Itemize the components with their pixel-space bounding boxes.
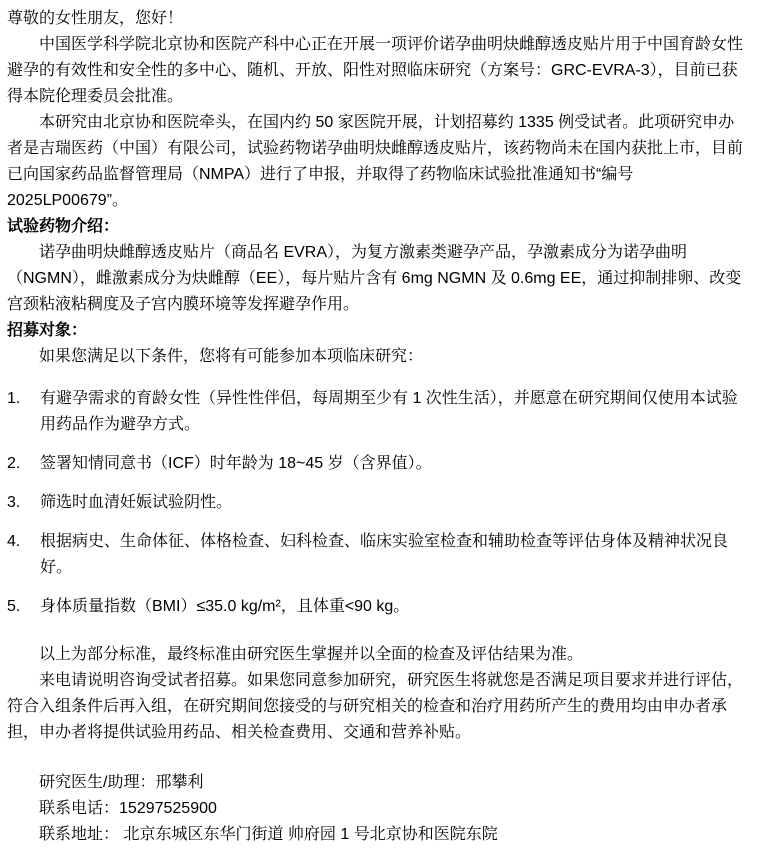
recruit-lead: 如果您满足以下条件，您将有可能参加本项临床研究： <box>39 348 424 365</box>
criteria-text: 身体质量指数（BMI）≤35.0 kg/m²，且体重<90 kg。 <box>40 598 410 615</box>
criteria-text: 根据病史、生命体征、体格检查、妇科检查、临床实验室检查和辅助检查等评估身体及精神状况良好。 <box>40 533 729 576</box>
contact-address-label: 联系地址： <box>39 826 124 843</box>
criteria-item-1 <box>7 386 743 438</box>
intro-paragraph-2: 本研究由北京协和医院牵头，在国内约 50 家医院开展，计划招募约 1335 例受试者。此项研究申办者是吉瑞医药（中国）有限公司，试验药物诺孕曲明炔雌醇透皮贴片，该药物尚未在国内获批上市，目前已向国家药品监督管理局（NMPA）进行了申报，并取得了药物临床试验批准通知书“编号 2025LP00679”。 <box>7 114 744 209</box>
closing-paragraph-2: 来电请说明咨询受试者招募。如果您同意参加研究，研究医生将就您是否满足项目要求并进行评估，符合入组条件后再入组，在研究期间您接受的与研究相关的检查和治疗用药所产生的费用均由申办者承担，申办者将提供试验用药品、相关检查费用、交通和营养补贴。 <box>7 672 744 741</box>
contact-block <box>7 770 743 848</box>
criteria-item-4 <box>7 529 743 581</box>
criteria-text: 签署知情同意书（ICF）时年龄为 18~45 岁（含界值）。 <box>40 455 432 472</box>
drug-section-body: 诺孕曲明炔雌醇透皮贴片（商品名 EVRA），为复方激素类避孕产品，孕激素成分为诺孕曲明（NGMN），雌激素成分为炔雌醇（EE），每片贴片含有 6mg NGMN 及 0.6mg EE，通过抑制排卵、改变宫颈粘液粘稠度及子宫内膜环境等发挥避孕作用。 <box>7 244 742 313</box>
contact-doctor-line <box>7 770 743 796</box>
criteria-text: 筛选时血清妊娠试验阴性。 <box>40 494 233 511</box>
criteria-text: 有避孕需求的育龄女性（异性性伴侣，每周期至少有 1 次性生活），并愿意在研究期间仅使用本试验用药品作为避孕方式。 <box>40 390 738 433</box>
contact-address-line <box>7 822 743 848</box>
contact-phone-line <box>7 796 743 822</box>
criteria-item-2 <box>7 451 743 477</box>
criteria-number: 2. <box>7 455 21 472</box>
intro-paragraph-1: 中国医学科学院北京协和医院产科中心正在开展一项评价诺孕曲明炔雌醇透皮贴片用于中国育龄女性避孕的有效性和安全性的多中心、随机、开放、阳性对照临床研究（方案号：GRC-EVRA-3），目前已获得本院伦理委员会批准。 <box>7 36 744 105</box>
criteria-item-5 <box>7 594 743 620</box>
drug-section-heading: 试验药物介绍： <box>7 218 120 235</box>
greeting-line: 尊敬的女性朋友，您好！ <box>7 10 184 27</box>
criteria-number: 3. <box>7 494 21 511</box>
contact-phone-label: 联系电话： <box>39 800 120 817</box>
contact-doctor-name: 邢攀利 <box>155 774 204 791</box>
recruit-section-heading: 招募对象： <box>7 322 88 339</box>
criteria-number: 1. <box>7 390 21 407</box>
closing-paragraph-1: 以上为部分标准，最终标准由研究医生掌握并以全面的检查及评估结果为准。 <box>39 646 584 663</box>
criteria-item-3 <box>7 490 743 516</box>
criteria-number: 5. <box>7 598 21 615</box>
criteria-list <box>7 386 743 620</box>
contact-address-value: 北京东城区东华门街道 帅府园 1 号北京协和医院东院 <box>123 826 498 843</box>
contact-doctor-label: 研究医生/助理： <box>39 774 156 791</box>
criteria-number: 4. <box>7 533 21 550</box>
contact-phone-number: 15297525900 <box>119 800 217 817</box>
